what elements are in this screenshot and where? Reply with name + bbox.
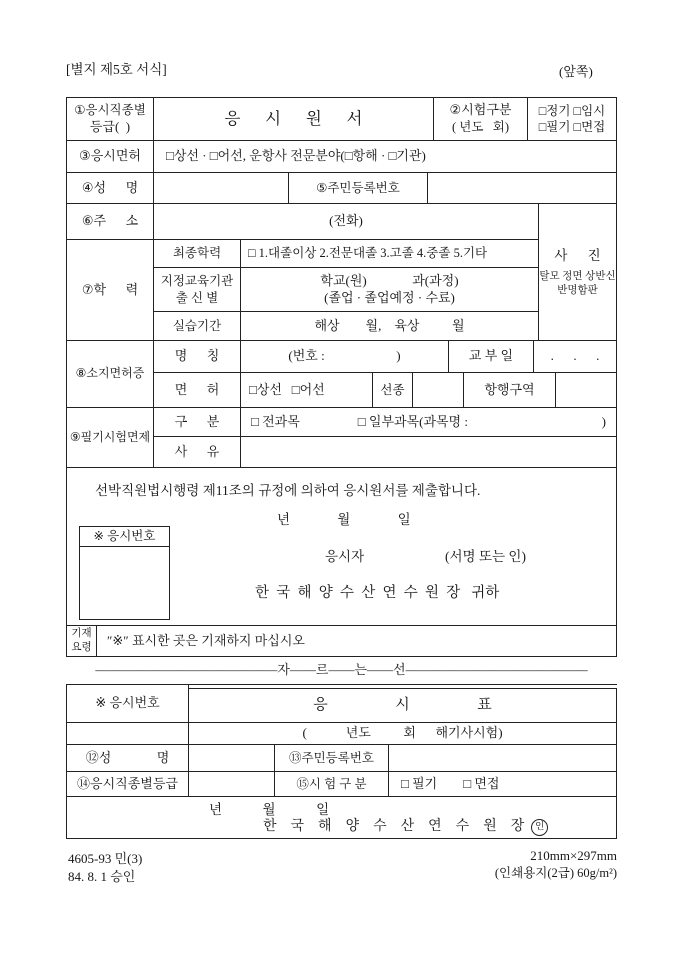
- exam-type-checks-line2: □필기 □면접: [538, 120, 606, 134]
- written-exemption-label: ⑨필기시험면제: [66, 407, 154, 468]
- issue-date-area: . . .: [533, 340, 617, 373]
- held-license-type-label: 면 허: [153, 372, 241, 408]
- exam-number-box-header: ※ 응시번호: [79, 526, 170, 547]
- declaration-sentence: 선박직원법시행령 제11조의 규정에 의하여 응시원서를 제출합니다.: [95, 483, 481, 498]
- photo-box: [538, 203, 617, 341]
- photo-label: 사 진: [554, 247, 601, 263]
- card-rrn-area: [388, 744, 617, 772]
- applicant-class-line1: ①응시직종별: [74, 103, 146, 118]
- nav-area-value: [555, 372, 617, 408]
- exam-division-cell: [433, 97, 528, 141]
- exemption-category-label: 구 분: [153, 407, 241, 437]
- photo-note-line1: 탈모 정면 상반신: [539, 271, 616, 283]
- institution-value-line1: 학교(원) 과(과정): [320, 272, 459, 288]
- ship-type-area: [412, 372, 464, 408]
- institution-label-line1: 지정교육기관: [160, 274, 234, 289]
- exam-division-sub: ( 년도 회): [451, 120, 510, 135]
- cut-line: ——————————————자——르——는——선——————————————: [95, 662, 588, 677]
- footer-paper-spec: (인쇄용지(2급) 60g/m²): [494, 866, 617, 880]
- signature-or-seal-note: (서명 또는 인): [445, 549, 526, 564]
- notes-value: ″※″ 표시한 곳은 기재하지 마십시오: [96, 625, 617, 657]
- held-license-number-area: (번호 : ): [240, 340, 449, 373]
- exam-type-checkbox-cell: [527, 97, 617, 141]
- card-grade-area: [188, 771, 275, 797]
- final-education-label: 최종학력: [153, 239, 241, 268]
- exemption-reason-area: [240, 436, 617, 468]
- declaration-section: [66, 467, 617, 626]
- recipient-line: 한 국 해 양 수 산 연 수 원 장 귀하: [255, 585, 500, 601]
- footer-approval-date: 84. 8. 1 승인: [68, 869, 136, 884]
- practice-period-label: 실습기간: [153, 311, 241, 341]
- card-grade-label: ⑭응시직종별등급: [66, 771, 189, 797]
- exemption-all-subjects: □ 전과목: [251, 413, 300, 429]
- exemption-reason-label: 사 유: [153, 436, 241, 468]
- card-rrn-label: ⑬주민등록번호: [274, 744, 389, 772]
- card-exam-type-options: □ 필기 □ 면접: [388, 771, 617, 797]
- held-license-label: ⑧소지면허증: [66, 340, 154, 408]
- name-label: ④성 명: [66, 172, 154, 204]
- ship-type-label: 선종: [372, 372, 413, 408]
- form-title: 응 시 원 서: [153, 97, 434, 141]
- card-date-line: 년 월 일: [209, 802, 330, 817]
- held-license-type-options: □상선 □어선: [240, 372, 373, 408]
- photo-note-line2: 반명함판: [557, 284, 598, 296]
- applicant-class-line2: 등급( ): [89, 118, 131, 134]
- card-exam-type-label: ⑮시 험 구 분: [274, 771, 389, 797]
- card-issuer: 한 국 해 양 수 산 연 수 원 장: [263, 819, 525, 835]
- card-name-area: [188, 744, 275, 772]
- applicant-class-cell: [66, 97, 154, 141]
- card-title: 응 시 표: [188, 688, 617, 723]
- card-footer-cell: [66, 796, 617, 839]
- final-education-options: □ 1.대졸이상 2.전문대졸 3.고졸 4.중졸 5.기타: [240, 239, 539, 268]
- exemption-category-options: [240, 407, 617, 437]
- name-input-area: [153, 172, 289, 204]
- practice-period-value: 해상 월, 육상 월: [240, 311, 539, 341]
- institution-value-cell: [240, 267, 539, 312]
- side-label: (앞쪽): [559, 64, 593, 79]
- footer-paper-size: 210mm×297mm: [530, 848, 617, 863]
- exemption-partial-subjects: □ 일부과목(과목명 :: [357, 413, 468, 429]
- exam-type-checks-line1: □정기 □임시: [538, 103, 606, 118]
- declaration-date-line: 년 월 일: [277, 512, 411, 527]
- address-label: ⑥주 소: [66, 203, 154, 240]
- card-exam-number-area: [66, 722, 189, 745]
- form-reference: [별지 제5호 서식]: [66, 62, 167, 77]
- rrn-label: ⑤주민등록번호: [288, 172, 428, 204]
- applicant-signature-label: 응시자: [325, 549, 365, 564]
- held-license-name-label: 명 칭: [153, 340, 241, 373]
- exam-division-label: ②시험구분: [449, 102, 512, 118]
- nav-area-label: 항행구역: [463, 372, 556, 408]
- apply-license-options: □상선 · □어선, 운항사 전문분야(□항해 · □기관): [153, 140, 617, 173]
- rrn-input-area: [427, 172, 617, 204]
- issue-date-label: 교 부 일: [448, 340, 534, 373]
- notes-label-line1: 기재: [71, 628, 92, 640]
- footer-form-code: 4605-93 민(3): [68, 851, 143, 866]
- exam-number-box: [79, 546, 170, 620]
- card-name-label: ⑫성 명: [66, 744, 189, 772]
- institution-value-line2: (졸업 · 졸업예정 · 수료): [324, 289, 455, 305]
- education-label: ⑦학 력: [66, 239, 154, 341]
- apply-license-label: ③응시면허: [66, 140, 154, 173]
- institution-label-line2: 출 신 별: [175, 290, 219, 305]
- institution-label-cell: [153, 267, 241, 312]
- card-issuer-line: [263, 819, 548, 836]
- seal-icon: 인: [531, 819, 548, 836]
- notes-label-line2: 요령: [71, 642, 92, 653]
- card-subtitle: ( 년도 회 해기사시험): [188, 722, 617, 745]
- notes-label-cell: [66, 625, 97, 657]
- card-exam-number-label: ※ 응시번호: [66, 684, 189, 723]
- exemption-paren-close: ): [601, 413, 606, 429]
- address-input-area: (전화): [153, 203, 539, 240]
